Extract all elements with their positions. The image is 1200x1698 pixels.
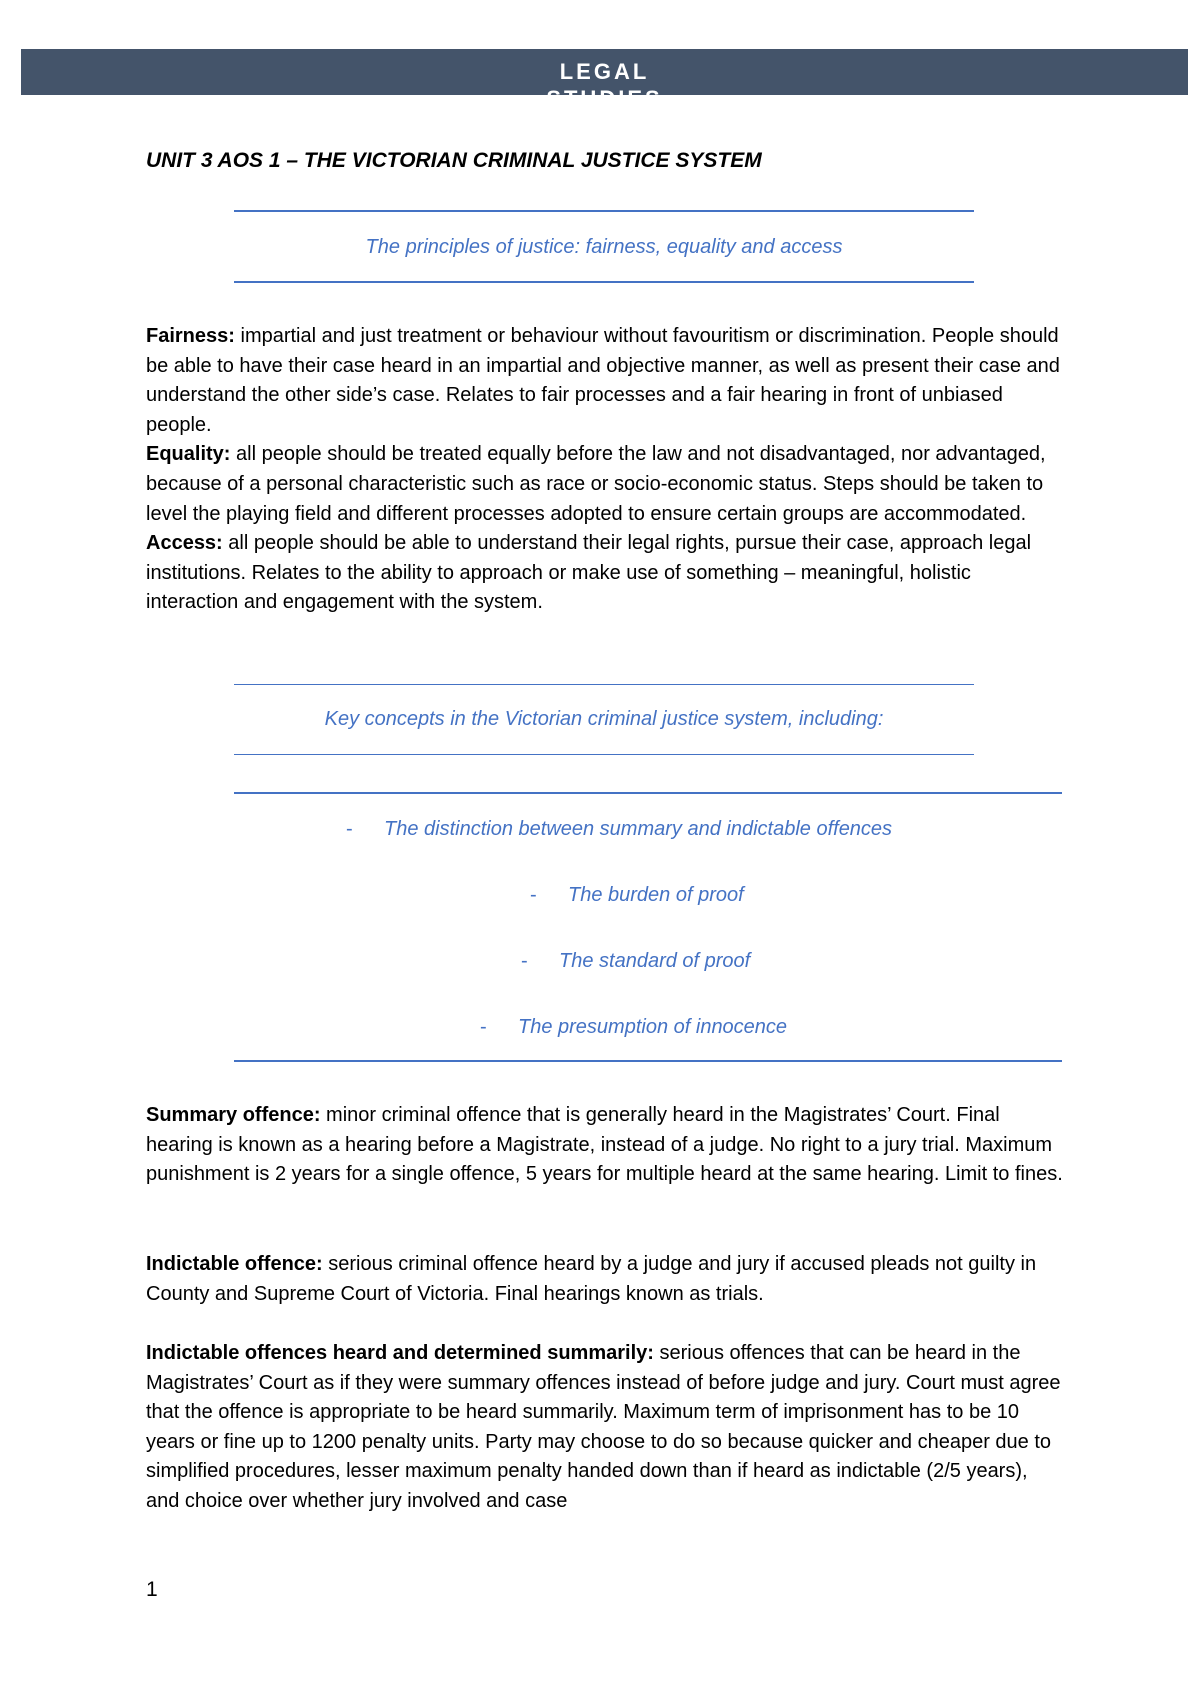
bullet-dash: -: [346, 818, 353, 840]
concepts-bottom-rule: [234, 1060, 1062, 1062]
section1-top-rule: [234, 210, 974, 212]
summary-offence-term: Summary offence:: [146, 1104, 321, 1126]
summary-offence-paragraph: [146, 1101, 1066, 1190]
equality-term: Equality:: [146, 443, 231, 466]
summarily-definition: serious offences that can be heard in the Magistrates’ Court as if they were summary offences instead of before judge and jury. Court must agree that the offence is appropriate to be heard summarily. Maximum term of imprisonment has to be 10 years or fine up to 1200 penalty units. Party may choose to do so because quicker and cheaper due to simplified procedures, lesser maximum penalty handed down than if heard as indictable (2/5 years), and choice over whether jury involved and case: [146, 1342, 1061, 1512]
access-paragraph: [146, 529, 1066, 618]
unit-title: UNIT 3 AOS 1 – THE VICTORIAN CRIMINAL JUSTICE SYSTEM: [146, 149, 762, 172]
header-band: [21, 49, 1188, 111]
section2-heading: Key concepts in the Victorian criminal justice system, including:: [324, 708, 884, 730]
indictable-offence-definition: serious criminal offence heard by a judge and jury if accused pleads not guilty in County and Supreme Court of Victoria. Final hearings known as trials.: [146, 1253, 1037, 1305]
summarily-paragraph: [146, 1339, 1066, 1517]
bullet-dash: -: [480, 1016, 487, 1038]
equality-paragraph: [146, 440, 1066, 529]
bullet-dash: -: [521, 950, 528, 972]
header-title-line2: STUDIES: [546, 86, 663, 111]
section2-top-rule: [234, 684, 974, 685]
fairness-term: Fairness:: [146, 325, 235, 347]
concept-label: The standard of proof: [559, 950, 751, 972]
summarily-term: Indictable offences heard and determined summarily:: [146, 1342, 654, 1364]
concept-item: [346, 818, 892, 841]
bullet-dash: -: [530, 884, 537, 906]
section1-heading: The principles of justice: fairness, equality and access: [365, 236, 843, 258]
header-title-line1: LEGAL: [559, 59, 650, 84]
page-number: 1: [146, 1578, 158, 1601]
indictable-offence-paragraph: [146, 1250, 1066, 1309]
concept-label: The distinction between summary and indictable offences: [384, 818, 893, 840]
summary-offence-definition: minor criminal offence that is generally heard in the Magistrates’ Court. Final hearing is known as a hearing before a Magistrate, instead of a judge. No right to a jury trial. Maximum punishment is 2 years for a single offence, 5 years for multiple heard at the same hearing. Limit to fines.: [146, 1104, 1063, 1186]
concept-item: [530, 884, 744, 907]
equality-definition: all people should be treated equally before the law and not disadvantaged, nor advantaged, because of a personal characteristic such as race or socio-economic status. Steps should be taken to level the playing field and different processes adopted to ensure certain groups are accommodated.: [146, 443, 1046, 525]
principles-text: [146, 322, 1066, 618]
concept-item: [480, 1016, 787, 1039]
concept-item: [521, 950, 750, 973]
fairness-definition: impartial and just treatment or behaviour without favouritism or discrimination. People should be able to have their case heard in an impartial and objective manner, as well as present their case and understand the other side’s case. Relates to fair processes and a fair hearing in front of unbiased people.: [146, 325, 1060, 436]
concepts-top-rule: [234, 792, 1062, 794]
concept-label: The presumption of innocence: [518, 1016, 788, 1038]
access-term: Access:: [146, 532, 223, 555]
fairness-paragraph: [146, 322, 1066, 440]
access-definition: all people should be able to understand their legal rights, pursue their case, approach legal institutions. Relates to the ability to approach or make use of something – meaningful, holistic interaction and engagement with the system.: [146, 532, 1032, 614]
concept-label: The burden of proof: [568, 884, 744, 906]
section1-bottom-rule: [234, 281, 974, 283]
indictable-offence-term: Indictable offence:: [146, 1253, 323, 1275]
section2-bottom-rule: [234, 754, 974, 755]
